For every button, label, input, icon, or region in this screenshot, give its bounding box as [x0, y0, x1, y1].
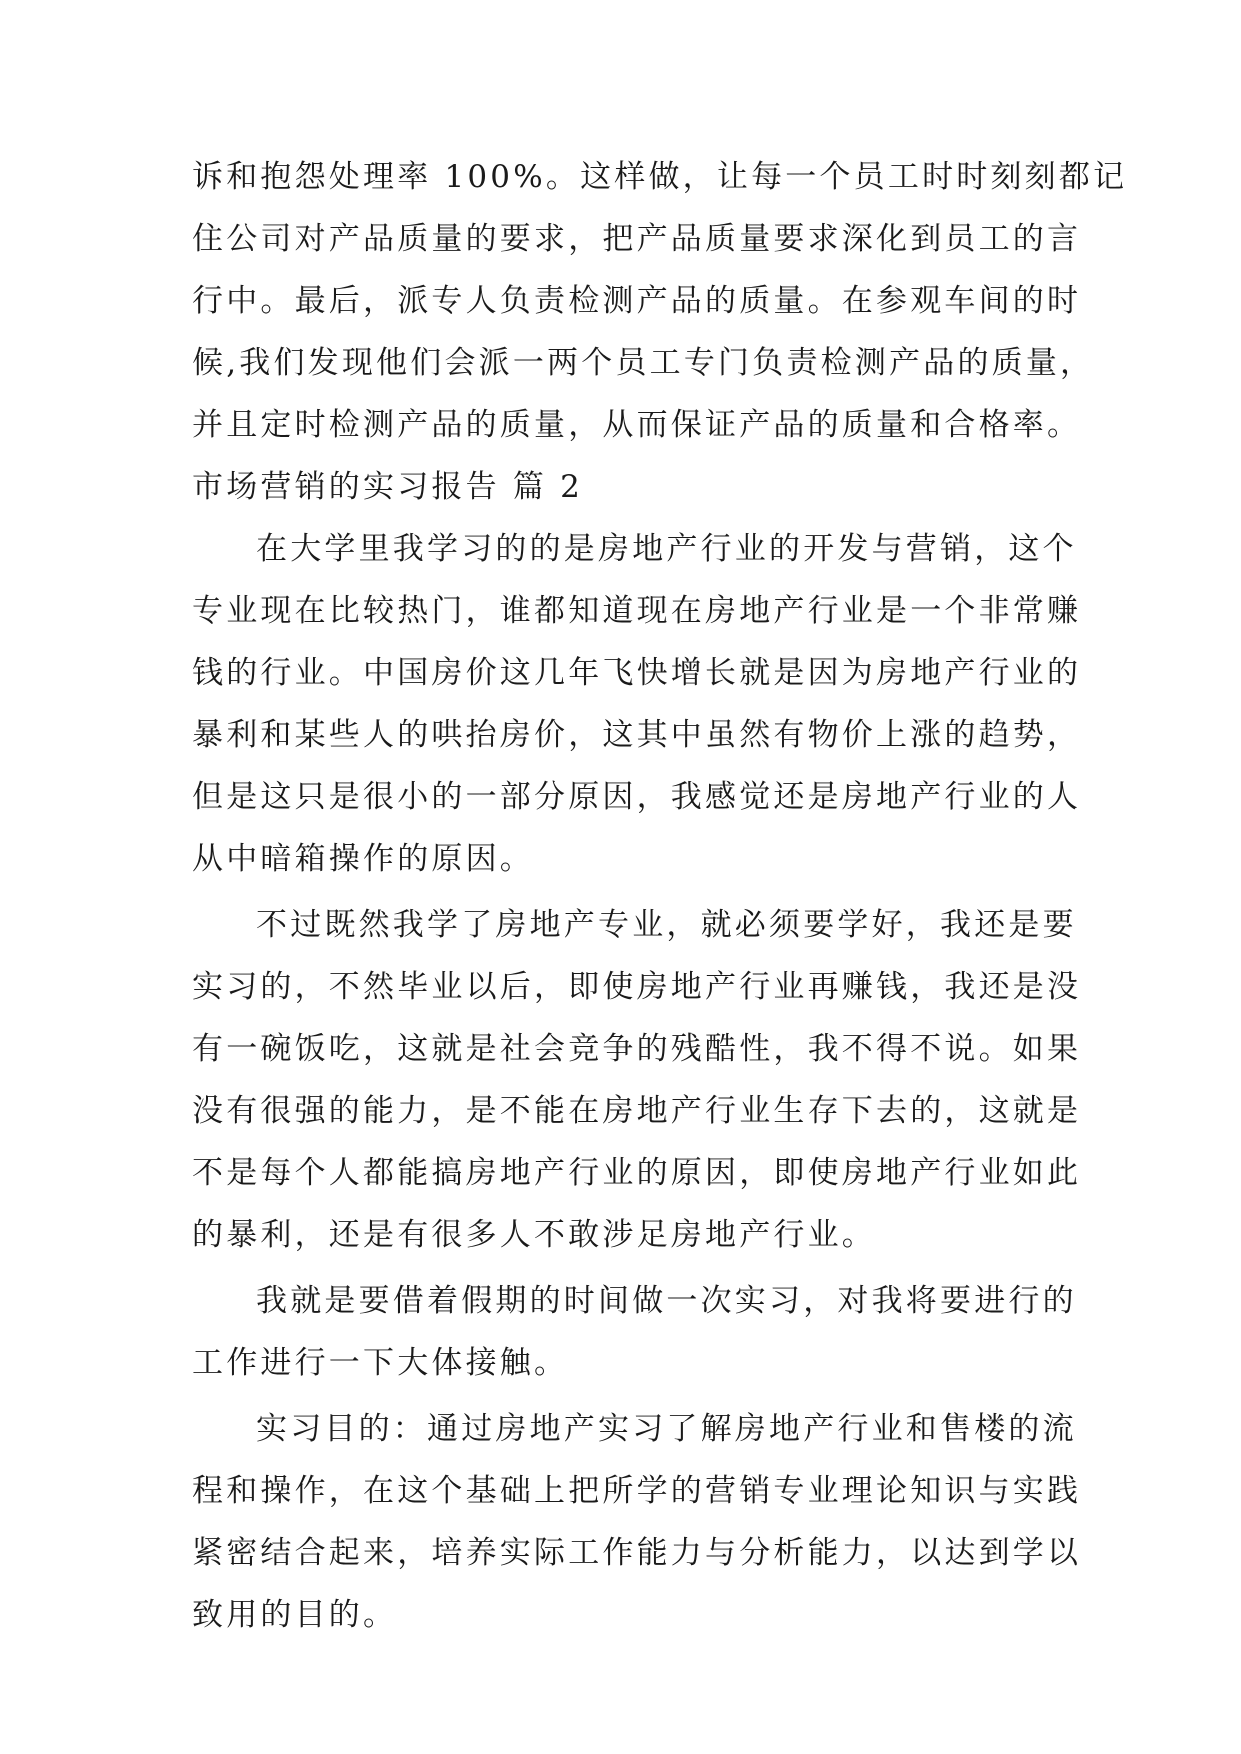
text-line: 实习的，不然毕业以后，即使房地产行业再赚钱，我还是没 — [192, 969, 1082, 1005]
text-line: 从中暗箱操作的原因。 — [192, 841, 534, 877]
text-line: 紧密结合起来，培养实际工作能力与分析能力，以达到学以 — [192, 1535, 1082, 1571]
text-line: 钱的行业。中国房价这几年飞快增长就是因为房地产行业的 — [192, 655, 1082, 691]
text-line: 致用的目的。 — [192, 1597, 398, 1633]
document-body — [192, 146, 1128, 1646]
text-line: 候,我们发现他们会派一两个员工专门负责检测产品的质量， — [192, 345, 1095, 381]
text-line: 专业现在比较热门，谁都知道现在房地产行业是一个非常赚 — [192, 593, 1082, 629]
text-line: 行中。最后，派专人负责检测产品的质量。在参观车间的时 — [192, 283, 1082, 319]
text-line: 住公司对产品质量的要求，把产品质量要求深化到员工的言 — [192, 221, 1082, 257]
text-line: 的暴利，还是有很多人不敢涉足房地产行业。 — [192, 1217, 876, 1253]
text-line: 程和操作，在这个基础上把所学的营销专业理论知识与实践 — [192, 1473, 1082, 1509]
paragraph-first-line: 在大学里我学习的的是房地产行业的开发与营销，这个 — [256, 531, 1077, 567]
text-line: 工作进行一下大体接触。 — [192, 1345, 569, 1381]
text-line: 并且定时检测产品的质量，从而保证产品的质量和合格率。 — [192, 407, 1082, 443]
text-line: 诉和抱怨处理率 100%。这样做，让每一个员工时时刻刻都记 — [192, 159, 1128, 195]
text-line: 暴利和某些人的哄抬房价，这其中虽然有物价上涨的趋势， — [192, 717, 1082, 753]
paragraph-first-line: 不过既然我学了房地产专业，就必须要学好，我还是要 — [256, 907, 1077, 943]
text-line: 不是每个人都能搞房地产行业的原因，即使房地产行业如此 — [192, 1155, 1082, 1191]
section-heading: 市场营销的实习报告 篇 2 — [192, 469, 584, 505]
paragraph-first-line: 我就是要借着假期的时间做一次实习，对我将要进行的 — [256, 1283, 1077, 1319]
paragraph-first-line: 实习目的：通过房地产实习了解房地产行业和售楼的流 — [256, 1411, 1077, 1447]
text-line: 但是这只是很小的一部分原因，我感觉还是房地产行业的人 — [192, 779, 1082, 815]
text-line: 没有很强的能力，是不能在房地产行业生存下去的，这就是 — [192, 1093, 1082, 1129]
text-line: 有一碗饭吃，这就是社会竞争的残酷性，我不得不说。如果 — [192, 1031, 1082, 1067]
